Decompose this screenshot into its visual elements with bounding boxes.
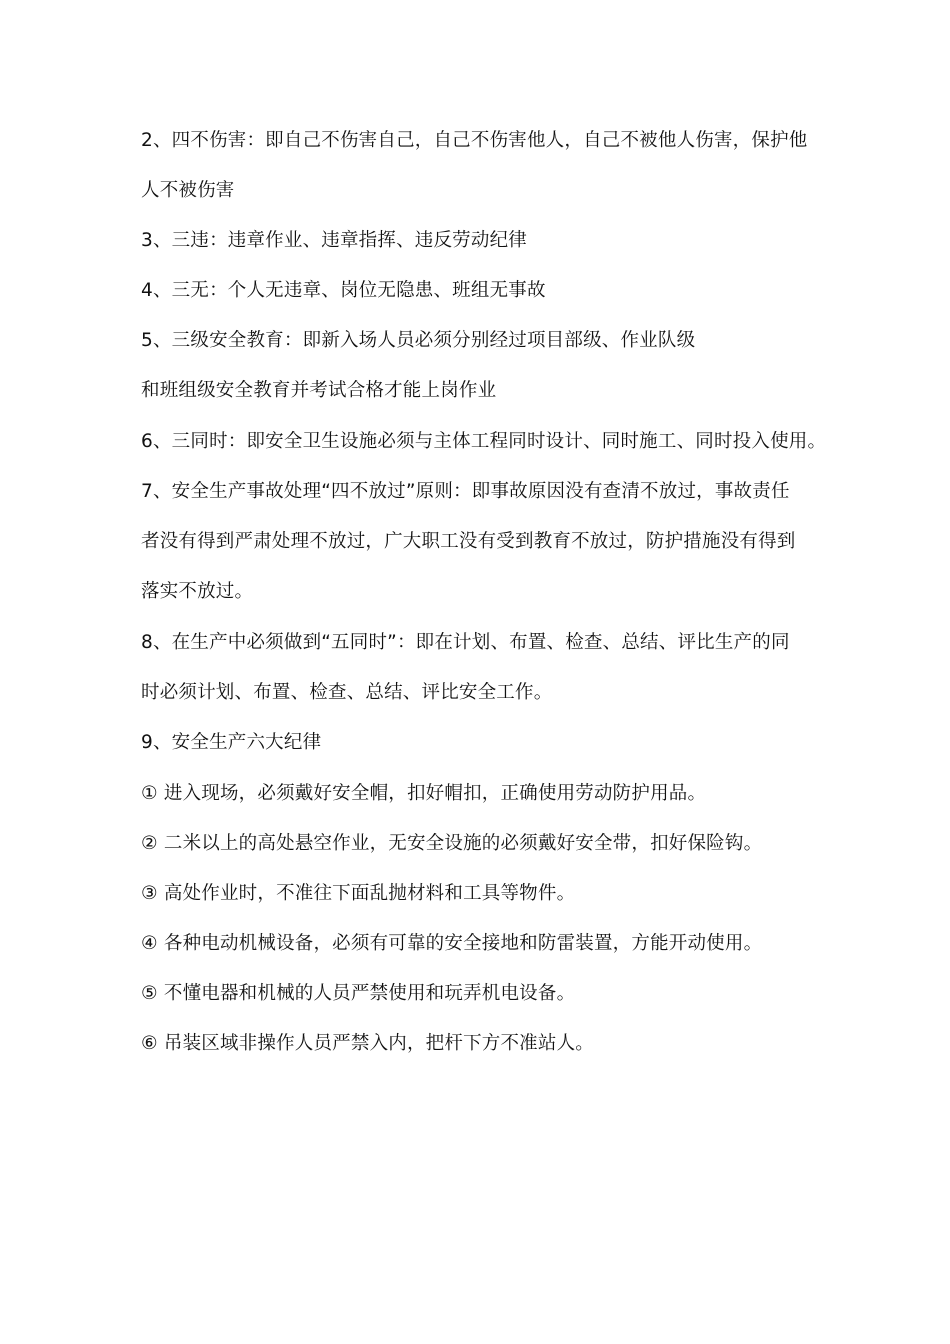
discipline-item-6: ⑥ 吊装区域非操作人员严禁入内，把杆下方不准站人。 [141, 1033, 594, 1054]
text-line-item-7-part3: 落实不放过。 [141, 581, 254, 602]
discipline-item-4: ④ 各种电动机械设备，必须有可靠的安全接地和防雷装置，方能开动使用。 [141, 933, 763, 954]
text-line-item-3: 3、三违：违章作业、违章指挥、违反劳动纪律 [141, 230, 527, 251]
text-line-item-7-part1: 7、安全生产事故处理“四不放过”原则：即事故原因没有查清不放过，事故责任 [141, 481, 790, 502]
discipline-item-2: ② 二米以上的高处悬空作业，无安全设施的必须戴好安全带，扣好保险钩。 [141, 833, 763, 854]
text-line-item-8-part1: 8、在生产中必须做到“五同时”：即在计划、布置、检查、总结、评比生产的同 [141, 632, 790, 653]
discipline-item-5: ⑤ 不懂电器和机械的人员严禁使用和玩弄机电设备。 [141, 983, 576, 1004]
text-line-item-4: 4、三无：个人无违章、岗位无隐患、班组无事故 [141, 280, 546, 301]
text-line-item-5-part1: 5、三级安全教育：即新入场人员必须分别经过项目部级、作业队级 [141, 330, 696, 351]
text-line-item-6: 6、三同时：即安全卫生设施必须与主体工程同时设计、同时施工、同时投入使用。 [141, 431, 827, 452]
text-line-item-5-part2: 和班组级安全教育并考试合格才能上岗作业 [141, 380, 497, 401]
text-line-item-8-part2: 时必须计划、布置、检查、总结、评比安全工作。 [141, 682, 553, 703]
text-line-item-2-part1: 2、四不伤害：即自己不伤害自己，自己不伤害他人，自己不被他人伤害，保护他 [141, 130, 808, 151]
text-line-item-9-heading: 9、安全生产六大纪律 [141, 732, 322, 753]
text-line-item-2-part2: 人不被伤害 [141, 180, 235, 201]
discipline-item-1: ① 进入现场，必须戴好安全帽，扣好帽扣，正确使用劳动防护用品。 [141, 783, 707, 804]
text-line-item-7-part2: 者没有得到严肃处理不放过，广大职工没有受到教育不放过，防护措施没有得到 [141, 531, 796, 552]
discipline-item-3: ③ 高处作业时，不准往下面乱抛材料和工具等物件。 [141, 883, 576, 904]
